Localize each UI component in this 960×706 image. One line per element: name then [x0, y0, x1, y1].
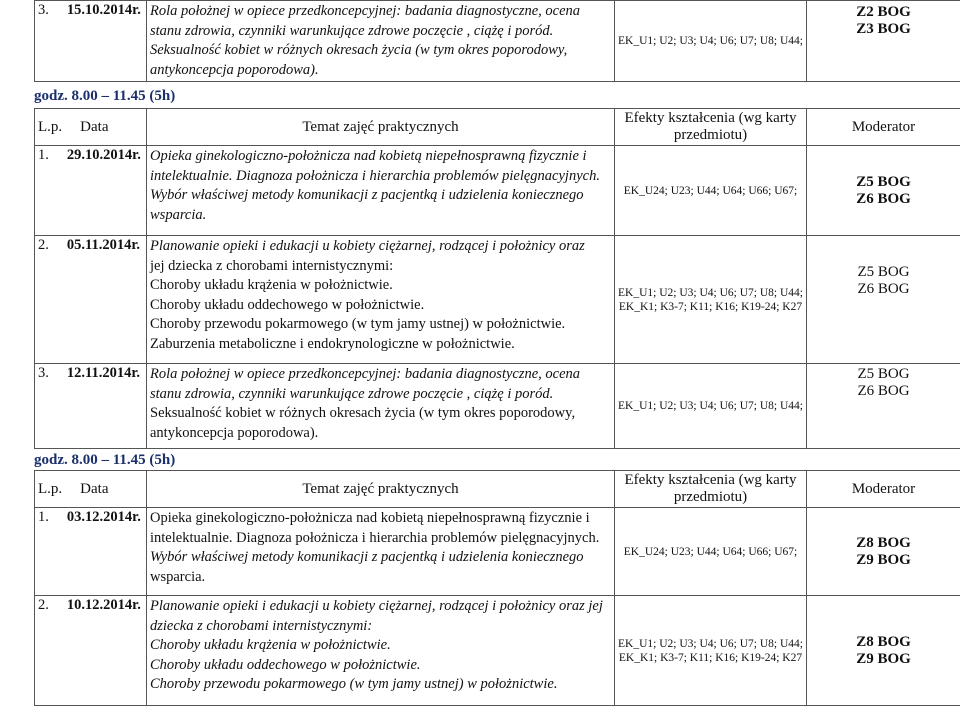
row-date-cell: 3. 12.11.2014r. [35, 364, 147, 449]
header-temat: Temat zajęć praktycznych [147, 471, 615, 508]
table-row [35, 1, 960, 82]
row-moderator-cell: Z5 BOG Z6 BOG [807, 364, 960, 449]
table-row [35, 596, 960, 706]
row-date-cell: 3. 15.10.2014r. [35, 1, 147, 82]
row-effects-cell: EK_U1; U2; U3; U4; U6; U7; U8; U44; EK_K1; K3-7; K11; K16; K19-24; K27 [615, 236, 807, 364]
table-row [35, 508, 960, 596]
prev-table [34, 0, 960, 82]
table-row [35, 146, 960, 236]
header-efekty: Efekty kształcenia (wg karty przedmiotu) [615, 471, 807, 508]
table-header-row [35, 109, 960, 146]
table-header-row [35, 471, 960, 508]
row-topic-cell: Opieka ginekologiczno-położnicza nad kobietą niepełnosprawną fizycznie i intelektualnie. Diagnoza położnicza i hierarchia problemów pielęgnacyjnych. Wybór właściwej metody komunikacji z pacjentką i udzielenia koniecznego wsparcia. [147, 508, 615, 596]
row-effects-cell: EK_U1; U2; U3; U4; U6; U7; U8; U44; [615, 364, 807, 449]
row-topic-cell: Planowanie opieki i edukacji u kobiety ciężarnej, rodzącej i położnicy oraz jej dziecka z chorobami internistycznymi: Choroby układu krążenia w położnictwie. Choroby układu oddechowego w położnictwie. Choroby przewodu pokarmowego (w tym jamy ustnej) w położnictwie. [147, 596, 615, 706]
row-effects-cell: EK_U1; U2; U3; U4; U6; U7; U8; U44; EK_K1; K3-7; K11; K16; K19-24; K27 [615, 596, 807, 706]
row-topic-cell: Rola położnej w opiece przedkoncepcyjnej: badania diagnostyczne, ocena stanu zdrowia, czynniki warunkujące zdrowe poczęcie , ciążę i poród. Seksualność kobiet w różnych okresach życia (w tym okres poporodowy, antykoncepcja poporodowa). [147, 1, 615, 82]
row-effects-cell: EK_U24; U23; U44; U64; U66; U67; [615, 508, 807, 596]
header-moderator: Moderator [807, 109, 960, 146]
row-topic-cell: Rola położnej w opiece przedkoncepcyjnej: badania diagnostyczne, ocena stanu zdrowia, czynniki warunkujące zdrowe poczęcie , ciążę i poród. Seksualność kobiet w różnych okresach życia (w tym okres poporodowy, antykoncepcja poporodowa). [147, 364, 615, 449]
row-moderator-cell: Z8 BOG Z9 BOG [807, 508, 960, 596]
table-row [35, 364, 960, 449]
row-moderator-cell: Z8 BOG Z9 BOG [807, 596, 960, 706]
row-date-cell: 1. 03.12.2014r. [35, 508, 147, 596]
header-lp-data: L.p. Data [35, 109, 147, 146]
section2-time: godz. 8.00 – 11.45 (5h) [34, 452, 175, 469]
row-date-cell: 2. 05.11.2014r. [35, 236, 147, 364]
row-moderator-cell: Z5 BOG Z6 BOG [807, 146, 960, 236]
row-moderator-cell: Z2 BOG Z3 BOG [807, 1, 960, 82]
row-moderator-cell: Z5 BOG Z6 BOG [807, 236, 960, 364]
header-temat: Temat zajęć praktycznych [147, 109, 615, 146]
row-effects-cell: EK_U1; U2; U3; U4; U6; U7; U8; U44; [615, 1, 807, 82]
header-moderator: Moderator [807, 471, 960, 508]
row-topic-cell: Planowanie opieki i edukacji u kobiety ciężarnej, rodzącej i położnicy oraz jej dziecka z chorobami internistycznymi: Choroby układu krążenia w położnictwie. Choroby układu oddechowego w położnictwie. Choroby przewodu pokarmowego (w tym jamy ustnej) w położnictwie. Zaburzenia metaboliczne i endokrynologiczne w położnictwie. [147, 236, 615, 364]
table-row [35, 236, 960, 364]
row-date-cell: 1. 29.10.2014r. [35, 146, 147, 236]
row-effects-cell: EK_U24; U23; U44; U64; U66; U67; [615, 146, 807, 236]
row-date-cell: 2. 10.12.2014r. [35, 596, 147, 706]
row-topic-cell: Opieka ginekologiczno-położnicza nad kobietą niepełnosprawną fizycznie i intelektualnie. Diagnoza położnicza i hierarchia problemów pielęgnacyjnych. Wybór właściwej metody komunikacji z pacjentką i udzielenia koniecznego wsparcia. [147, 146, 615, 236]
header-efekty: Efekty kształcenia (wg karty przedmiotu) [615, 109, 807, 146]
section1-time: godz. 8.00 – 11.45 (5h) [34, 88, 175, 105]
section1-table [34, 108, 960, 449]
header-lp-data: L.p. Data [35, 471, 147, 508]
section2-table [34, 470, 960, 706]
